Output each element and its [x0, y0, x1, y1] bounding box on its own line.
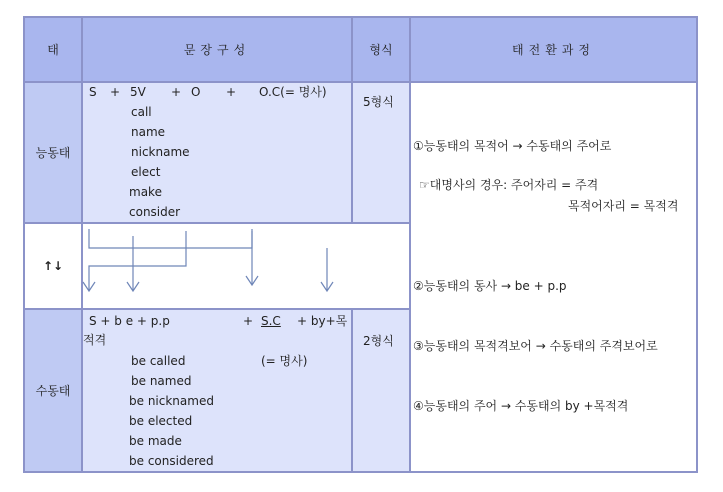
passive-verb-item: be considered — [129, 454, 214, 468]
header-process-label: 태전환과정 — [512, 43, 595, 57]
passive-voice-cell — [25, 310, 81, 471]
arrow-line — [89, 231, 186, 290]
process-step-1: ①능동태의 목적어 → 수동태의 주어로 — [413, 139, 612, 153]
passive-verb-item: be made — [129, 434, 182, 448]
grid-line — [351, 83, 353, 222]
up-down-arrows-icon: ↑↓ — [42, 259, 64, 273]
passive-formula-wrap: 적격 — [83, 333, 107, 347]
header-structure-label: 문장구성 — [183, 43, 251, 57]
passive-by-agent: + by+목 — [297, 314, 348, 328]
header-cell-voice — [25, 18, 81, 81]
process-step-4: ④능동태의 주어 → 수동태의 by +목적격 — [413, 399, 629, 413]
active-verb-item: name — [131, 125, 166, 139]
grid-line — [351, 18, 353, 83]
active-subject: S — [89, 85, 97, 99]
passive-voice-label: 수동태 — [35, 384, 71, 398]
header-cell-form — [353, 18, 409, 81]
active-plus-2: + — [171, 85, 182, 99]
header-form-label: 형식 — [369, 43, 393, 57]
passive-verb-item: be nicknamed — [129, 394, 214, 408]
active-verb-item: nickname — [131, 145, 190, 159]
connector-line — [89, 229, 252, 248]
process-step-3: ③능동태의 목적격보어 → 수동태의 주격보어로 — [413, 339, 658, 353]
grid-line — [409, 18, 411, 471]
passive-formula-start: S + b e + p.p — [89, 314, 170, 328]
active-structure-cell — [83, 83, 351, 222]
pronoun-note-line-1: ☞대명사의 경우: 주어자리 = 주격 — [419, 178, 599, 192]
header-voice-label: 태 — [47, 43, 59, 57]
grid-line — [25, 81, 696, 83]
active-verb-item: consider — [129, 205, 181, 219]
passive-verb-item: be called — [131, 354, 186, 368]
active-plus-3: + — [226, 85, 237, 99]
active-form: 5형식 — [363, 95, 394, 109]
header-cell-structure — [83, 18, 351, 81]
transformation-arrows — [82, 224, 408, 308]
passive-subject-complement: S.C — [261, 314, 281, 328]
active-voice-cell — [25, 83, 81, 222]
passive-plus: + — [243, 314, 254, 328]
passive-verb-item: be named — [131, 374, 192, 388]
active-object: O — [191, 85, 201, 99]
process-step-2: ②능동태의 동사 → be + p.p — [413, 279, 567, 293]
active-plus-1: + — [110, 85, 121, 99]
active-verb-item: make — [129, 185, 162, 199]
pronoun-note-line-2: 목적어자리 = 목적격 — [568, 199, 679, 213]
header-cell-process — [411, 18, 696, 81]
passive-verb-item: be elected — [129, 414, 193, 428]
arrow-row-label-cell — [25, 224, 81, 308]
grid-line — [25, 308, 411, 310]
active-object-complement: O.C(= 명사) — [259, 85, 327, 99]
passive-structure-cell — [83, 310, 351, 471]
active-verb-item: elect — [131, 165, 161, 179]
passive-noun-note: (= 명사) — [261, 354, 308, 368]
active-verb: 5V — [130, 85, 146, 99]
passive-form: 2형식 — [363, 334, 394, 348]
active-verb-item: call — [131, 105, 152, 119]
active-voice-label: 능동태 — [35, 146, 71, 160]
grid-line — [351, 310, 353, 471]
